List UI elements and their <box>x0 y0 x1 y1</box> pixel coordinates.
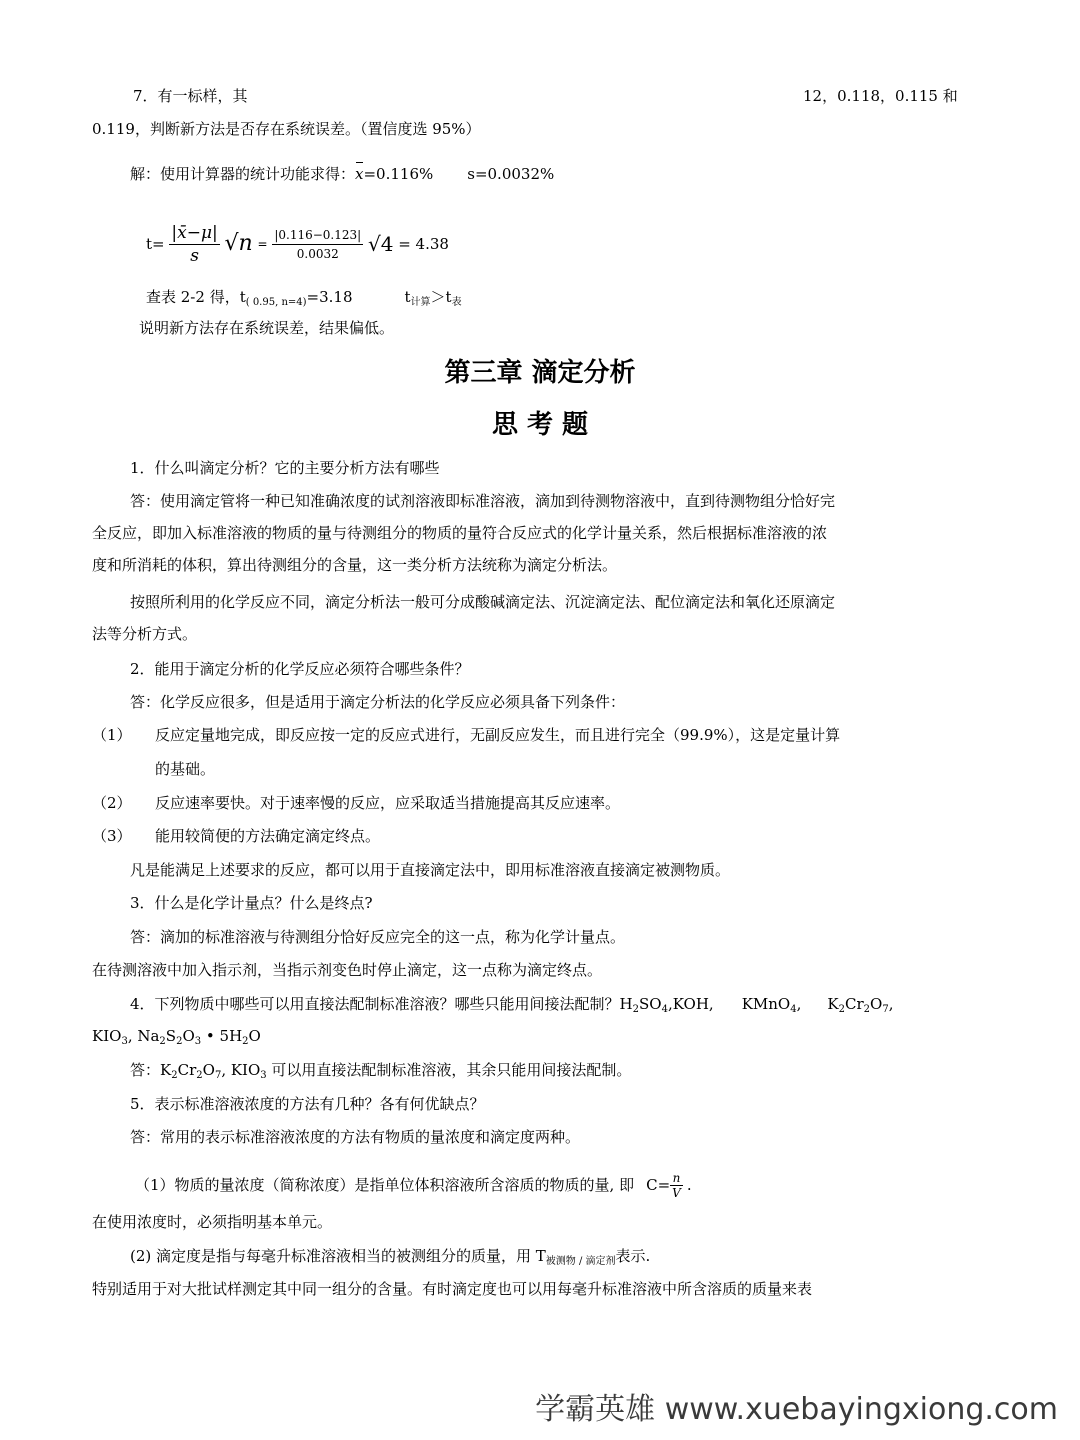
q1-answer-line1: 答：使用滴定管将一种已知准确浓度的试剂溶液即标准溶液，滴加到待测物溶液中，直到待测物组分恰好完 <box>130 492 836 510</box>
t-result: = 4.38 <box>398 235 449 253</box>
q2-item3-number: （3） <box>92 827 132 845</box>
q5-part1-note: 在使用浓度时，必须指明基本单元。 <box>92 1213 333 1231</box>
q2-tail: 凡是能满足上述要求的反应，都可以用于直接滴定法中，即用标准溶液直接滴定被测物质。 <box>130 861 731 879</box>
fraction-2 <box>272 226 363 263</box>
q5-part2-text: (2) 滴定度是指与每毫升标准溶液相当的被测组分的质量，用 T <box>130 1247 546 1265</box>
q2-item2-number: （2） <box>92 794 132 812</box>
table-value: =3.18 <box>306 288 353 306</box>
sqrt-n: √n <box>224 231 253 256</box>
n-over-v-fraction <box>670 1171 683 1200</box>
q2-answer: 答：化学反应很多，但是适用于滴定分析法的化学反应必须具备下列条件： <box>130 693 626 711</box>
q2-item1-text: 反应定量地完成，即反应按一定的反应式进行，无副反应发生，而且进行完全（99.9%），这是定量计算 <box>155 726 841 744</box>
q7-conclusion: 说明新方法存在系统误差，结果偏低。 <box>139 319 395 337</box>
formula-kio3: $KIO_3$ <box>92 1027 128 1047</box>
q4-question-line2 <box>92 1026 261 1046</box>
fraction-n: n <box>670 1171 683 1186</box>
q2-item1-number: （1） <box>92 726 132 744</box>
t-table-subscript: 表 <box>451 297 462 308</box>
q2-item2-text: 反应速率要快。对于速率慢的反应，应采取适当措施提高其反应速率。 <box>155 794 621 812</box>
fraction-2-numerator: |0.116−0.123| <box>272 226 363 245</box>
equals-sign: = <box>257 237 268 251</box>
greater-than-t: ＞t <box>430 288 452 306</box>
section-title: 思 考 题 <box>491 410 589 440</box>
q5-question: 5．表示标准溶液浓度的方法有几种？各有何优缺点？ <box>130 1095 485 1113</box>
q5-dot: . <box>686 1176 692 1194</box>
q7-solution-prefix: 解：使用计算器的统计功能求得： <box>130 165 356 183</box>
t-lhs: t= <box>146 235 165 253</box>
q1-answer-line2: 全反应，即加入标准溶液的物质的量与待测组分的物质的量符合反应式的化学计量关系，然后根据标准溶液的浓 <box>92 524 828 542</box>
q5-c-equals: C= <box>646 1176 671 1194</box>
q4-answer: 答：$K_2Cr_2O_7$, $KIO_3$ 可以用直接法配制标准溶液，其余只能用间接法配制。 <box>130 1061 632 1081</box>
fraction-1-numerator: |x̄−μ| <box>171 222 218 243</box>
q5-part2-tail: 表示. <box>615 1247 651 1265</box>
q7-mean: =0.116% <box>363 165 434 183</box>
q1-types-line2: 法等分析方式。 <box>92 625 198 643</box>
q3-question: 3．什么是化学计量点？什么是终点? <box>130 894 373 912</box>
table-subscript: ( 0.95, n=4) <box>245 297 307 308</box>
formula-h2so4: $H_2SO_4$ <box>619 995 668 1015</box>
chapter-title: 第三章 滴定分析 <box>444 358 636 388</box>
fraction-v: V <box>672 1185 681 1200</box>
q1-question: 1．什么叫滴定分析？它的主要分析方法有哪些 <box>130 459 440 477</box>
q3-answer-line1: 答：滴加的标准溶液与待测组分恰好反应完全的这一点，称为化学计量点。 <box>130 928 626 946</box>
q7-t-formula <box>146 218 449 268</box>
fraction-1 <box>169 222 219 267</box>
formula-kmno4: KMnO$_4$, <box>741 995 802 1015</box>
site-watermark: 学霸英雄 www.xuebayingxiong.com <box>535 1392 1058 1427</box>
table-prefix: 查表 2-2 得，t <box>146 288 246 306</box>
q1-answer-line3: 度和所消耗的体积，算出待测组分的含量，这一类分析方法统称为滴定分析法。 <box>92 556 618 574</box>
q7-line1-right: 12，0.118，0.115 和 <box>803 87 958 105</box>
q1-types-line1: 按照所利用的化学反应不同，滴定分析法一般可分成酸碱滴定法、沉淀滴定法、配位滴定法和氧化还原滴定 <box>130 593 836 611</box>
q7-sd: s=0.0032% <box>467 165 555 183</box>
q2-item1-cont: 的基础。 <box>155 760 216 778</box>
q5-part2-note: 特别适用于对大批试样测定其中同一组分的含量。有时滴定度也可以用每毫升标准溶液中所含溶质的质量来表 <box>92 1280 813 1298</box>
q5-part2-subscript: 被测物 / 滴定剂 <box>545 1256 616 1267</box>
q5-part1 <box>135 1166 692 1202</box>
q4-question: 4．下列物质中哪些可以用直接法配制标准溶液？哪些只能用间接法配制？ <box>130 995 620 1013</box>
fraction-2-denominator: 0.0032 <box>296 246 339 261</box>
q7-line1-left: 7．有一标样，其 <box>133 87 248 105</box>
q7-table-lookup <box>146 287 462 313</box>
q2-item3-text: 能用较简便的方法确定滴定终点。 <box>155 827 381 845</box>
q5-answer: 答：常用的表示标准溶液浓度的方法有物质的量浓度和滴定度两种。 <box>130 1128 581 1146</box>
q5-part2 <box>130 1246 650 1272</box>
q2-question: 2．能用于滴定分析的化学反应必须符合哪些条件？ <box>130 660 470 678</box>
formula-koh: ,KOH, <box>667 995 714 1013</box>
q7-line2: 0.119，判断新方法是否存在系统误差。（置信度选 95%） <box>92 120 481 138</box>
formula-na2s2o3: , $Na_2S_2O_3$ • $5H_2O$ <box>127 1027 261 1047</box>
q7-solution-line <box>130 164 554 184</box>
t-calc: t <box>404 288 411 306</box>
fraction-1-denominator: s <box>190 245 199 266</box>
q4-question-line1 <box>130 994 893 1014</box>
q7-xbar-symbol: x <box>355 165 364 183</box>
q3-answer-line2: 在待测溶液中加入指示剂，当指示剂变色时停止滴定，这一点称为滴定终点。 <box>92 961 603 979</box>
q5-part1-text: （1）物质的量浓度（简称浓度）是指单位体积溶液所含溶质的物质的量, 即 <box>135 1176 635 1194</box>
t-calc-subscript: 计算 <box>410 297 431 308</box>
sqrt-4: √4 <box>367 232 394 256</box>
formula-k2cr2o7: $K_2Cr_2O_7$, <box>827 995 894 1015</box>
